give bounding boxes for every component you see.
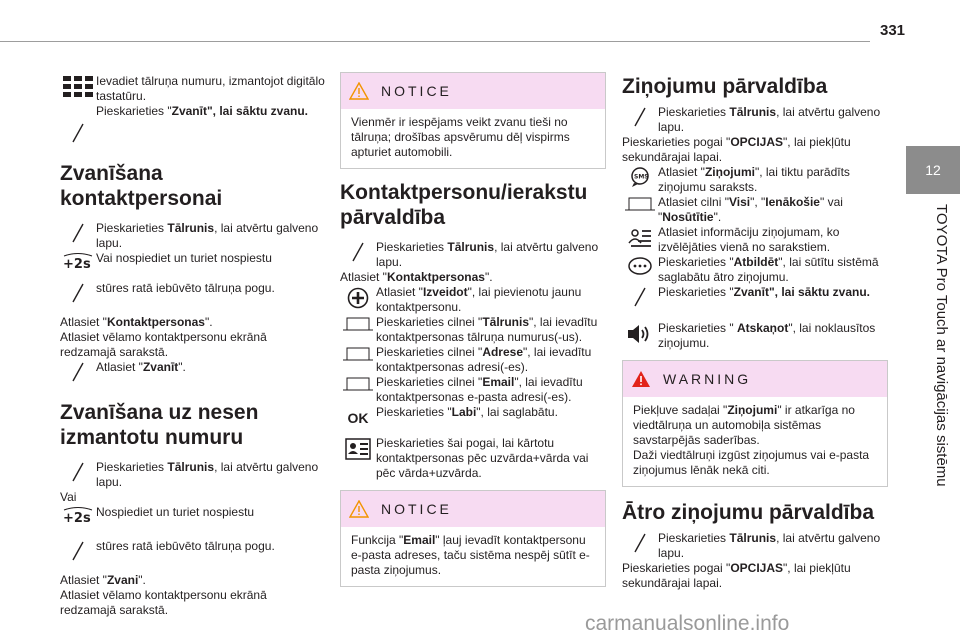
header-rule <box>0 41 870 42</box>
recent-step-5: Atlasiet "Zvani". <box>60 573 146 587</box>
sort-contacts-icon <box>340 436 376 460</box>
contact-step-6: Atlasiet "Zvanīt". <box>60 360 326 382</box>
touch-icon <box>60 121 96 143</box>
column-2 <box>340 180 606 481</box>
touch-icon <box>60 539 96 561</box>
notice-text: Vienmēr ir iespējams veikt zvanu tieši no tālruņa; drošības apsvērumu dēļ vispirms apturiet automobili. <box>351 115 570 159</box>
contact-step-5: Atlasiet vēlamo kontaktpersonu ekrānā redzamajā sarakstā. <box>60 330 267 359</box>
call-text: Pieskarieties "Zvanīt", lai sāktu zvanu. <box>96 104 309 118</box>
step-keypad <box>60 74 326 119</box>
steering-phone-button-icon <box>60 505 96 527</box>
touch-icon <box>622 285 658 307</box>
page-number: 331 <box>880 22 906 39</box>
msg-step-7: Pieskarieties "Zvanīt", lai sāktu zvanu. <box>622 285 888 307</box>
step-touch <box>60 121 326 143</box>
svg-text:+2s: +2s <box>63 257 91 272</box>
recent-step-2: Vai <box>60 490 77 504</box>
column-3 <box>622 74 888 351</box>
steering-phone-button-icon <box>60 251 96 273</box>
msg-step-8: Pieskarieties " Atskaņot", lai noklausītos ziņojumu. <box>622 321 888 351</box>
touch-icon <box>60 460 96 482</box>
tab-icon <box>340 345 376 361</box>
ok-icon: OK <box>347 410 369 426</box>
tab-icon <box>340 315 376 331</box>
warning-text: Piekļuve sadaļai "Ziņojumi" ir atkarīga no viedtālruņa un automobiļa sistēmas savstarpējās saderības. Daži viedtālruņi izgūst ziņojumus vai e-pasta ziņojumus lēnāk nekā citi. <box>633 403 870 477</box>
notice-text: Funkcija "Email" ļauj ievadīt kontaktpersonu e-pasta adreses, taču sistēma nespēj sūtīt e-pasta ziņojumus. <box>351 533 590 577</box>
recent-step-1: Pieskarieties Tālrunis, lai atvērtu galveno lapu. <box>60 460 326 490</box>
warning-header <box>623 361 887 397</box>
chapter-title: TOYOTA Pro Touch ar navigācijas sistēmu <box>933 204 950 487</box>
notice-label: NOTICE <box>381 500 452 517</box>
touch-icon <box>340 240 376 262</box>
contact-step-3: stūres ratā iebūvēto tālruņa pogu. <box>60 281 326 303</box>
column-3-bottom <box>622 500 888 591</box>
keypad-text: Ievadiet tālruņa numuru, izmantojot digitālo tastatūru. <box>96 74 325 103</box>
quick-step-1: Pieskarieties Tālrunis, lai atvērtu galveno lapu. <box>622 531 888 561</box>
manage-step-2: Atlasiet "Kontaktpersonas". <box>340 270 493 284</box>
touch-icon <box>60 281 96 303</box>
tab-icon <box>340 375 376 391</box>
heading-quick: Ātro ziņojumu pārvaldība <box>622 501 875 524</box>
svg-text:SMS: SMS <box>634 173 649 181</box>
touch-icon <box>622 105 658 127</box>
message-details-icon <box>622 225 658 251</box>
tab-icon <box>622 195 658 211</box>
warning-label: WARNING <box>663 370 752 387</box>
chapter-tab[interactable]: 12 <box>906 146 960 194</box>
notice-box-1 <box>340 72 606 169</box>
add-icon <box>340 285 376 309</box>
notice-header <box>341 491 605 527</box>
column-1 <box>60 74 326 618</box>
recent-step-6: Atlasiet vēlamo kontaktpersonu ekrānā redzamajā sarakstā. <box>60 588 267 617</box>
warning-triangle-icon <box>631 370 651 388</box>
msg-step-5: Atlasiet informāciju ziņojumam, ko izvēlējāties vienā no sarakstiem. <box>622 225 888 255</box>
msg-step-4: Atlasiet cilni "Visi", "Ienākošie" vai "Nosūtītie". <box>622 195 888 225</box>
svg-text:+2s: +2s <box>63 511 91 526</box>
heading-messages: Ziņojumu pārvaldība <box>622 75 828 98</box>
notice-box-2 <box>340 490 606 587</box>
msg-step-6: Pieskarieties "Atbildēt", lai sūtītu sistēmā saglabātu ātro ziņojumu. <box>622 255 888 285</box>
speaker-icon <box>622 321 658 345</box>
manage-step-5: Pieskarieties cilnei "Adrese", lai ievadītu kontaktpersonas adresi(-es). <box>340 345 606 375</box>
contact-step-1: Pieskarieties Tālrunis, lai atvērtu galveno lapu. <box>60 221 326 251</box>
touch-icon <box>60 221 96 243</box>
notice-label: NOTICE <box>381 82 452 99</box>
msg-step-2: Pieskarieties pogai "OPCIJAS", lai piekļūtu sekundārajai lapai. <box>622 135 851 164</box>
touch-icon <box>60 360 96 382</box>
contact-step-4: Atlasiet "Kontaktpersonas". <box>60 315 213 329</box>
sms-icon <box>622 165 658 187</box>
manage-step-1: Pieskarieties Tālrunis, lai atvērtu galveno lapu. <box>340 240 606 270</box>
manage-step-8: Pieskarieties šai pogai, lai kārtotu kontaktpersonas pēc uzvārda+vārda vai pēc vārda+uzvārda. <box>340 436 606 481</box>
manage-step-6: Pieskarieties cilnei "Email", lai ievadītu kontaktpersonas e-pasta adresi(-es). <box>340 375 606 405</box>
manage-step-3: Atlasiet "Izveidot", lai pievienotu jaunu kontaktpersonu. <box>340 285 606 315</box>
warning-triangle-icon <box>349 500 369 518</box>
heading-contacts: Zvanīšana kontaktpersonai <box>60 162 223 210</box>
touch-icon <box>622 531 658 553</box>
msg-step-1: Pieskarieties Tālrunis, lai atvērtu galveno lapu. <box>622 105 888 135</box>
notice-header <box>341 73 605 109</box>
msg-step-3: SMS Atlasiet "Ziņojumi", lai tiktu parādīts ziņojumu saraksts. <box>622 165 888 195</box>
watermark: carmanualsonline.info <box>585 612 790 635</box>
recent-step-3: +2s Nospiediet un turiet nospiestu <box>60 505 326 527</box>
manage-step-7: OK Pieskarieties "Labi", lai saglabātu. <box>340 405 606 426</box>
warning-triangle-icon <box>349 82 369 100</box>
reply-icon <box>622 255 658 277</box>
heading-recent: Zvanīšana uz nesen izmantotu numuru <box>60 401 259 449</box>
keypad-icon <box>60 74 96 98</box>
quick-step-2: Pieskarieties pogai "OPCIJAS", lai piekļūtu sekundārajai lapai. <box>622 561 851 590</box>
recent-step-4: stūres ratā iebūvēto tālruņa pogu. <box>60 539 326 561</box>
manage-step-4: Pieskarieties cilnei "Tālrunis", lai ievadītu kontaktpersonas tālruņa numurus(-us). <box>340 315 606 345</box>
contact-step-2: +2s Vai nospiediet un turiet nospiestu <box>60 251 326 273</box>
heading-manage: Kontaktpersonu/ierakstu pārvaldība <box>340 181 588 229</box>
warning-box <box>622 360 888 487</box>
